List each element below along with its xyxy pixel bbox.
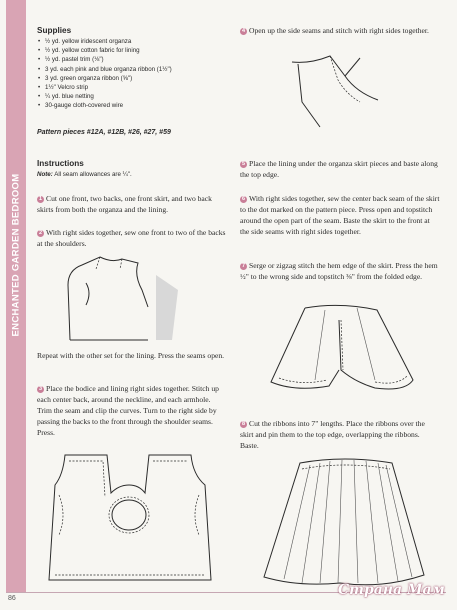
instructions-section [37,158,227,180]
step-text: With right sides together, sew the center back seam of the skirt to the dot marked on the pattern piece. Press open and topstitch around the open part of the seam. Baste the skirt to the front at the side seams with right sides together. [240,194,440,236]
side-seam-diagram [290,52,390,132]
list-item: • 30-gauge cloth-covered wire [37,101,227,110]
step-2 [37,227,227,249]
step-text: Repeat with the other set for the lining. Press the seams open. [37,351,225,360]
step-number: 5 [241,161,246,167]
step-number: 1 [38,196,43,202]
step-7 [240,260,440,282]
step-number: 2 [38,230,43,236]
step-text: Serge or zigzag stitch the hem edge of the skirt. Press the hem ½" to the wrong side and topstitch ⅜" from the folded edge. [240,261,438,281]
list-item: • 3 yd. each pink and blue organza ribbon (1½") [37,65,227,74]
step-text: With right sides together, sew one front to two of the backs at the shoulders. [37,228,226,248]
step-3 [37,383,227,438]
supplies-heading: Supplies [37,26,72,35]
list-item: • 3 yd. green organza ribbon (⅝") [37,74,227,83]
step-text: Cut one front, two backs, one front skirt, and two back skirts from both the organza and the lining. [37,194,212,214]
step-number: 7 [241,263,246,269]
ribbon-skirt-diagram [262,455,427,590]
shoulder-seam-diagram [60,255,180,345]
page-number: 86 [8,595,16,602]
note-label: Note: [37,171,53,178]
step-number: 8 [241,421,246,427]
step-text: Place the lining under the organza skirt pieces and baste along the top edge. [240,159,438,179]
instructions-heading: Instructions [37,159,84,168]
skirt-hem-diagram [265,300,415,395]
bodice-lining-diagram [45,455,215,583]
supplies-section [37,25,227,111]
step-6 [240,193,440,237]
supplies-list [37,37,227,111]
step-2-repeat [37,350,227,361]
step-text: Open up the side seams and stitch with right sides together. [249,26,429,35]
step-number: 6 [241,196,246,202]
sidebar-title: ENCHANTED GARDEN BEDROOM [10,173,22,337]
list-item: • ½ yd. pastel trim (⅛") [37,55,227,64]
list-item: • ¼ yd. blue netting [37,92,227,101]
step-number: 4 [241,28,246,34]
step-text: Cut the ribbons into 7" lengths. Place the ribbons over the skirt and pin them to the top edge, overlapping the ribbons. Baste. [240,419,425,450]
list-item: • ½ yd. yellow cotton fabric for lining [37,46,227,55]
step-text: Place the bodice and lining right sides together. Stitch up each center back, around the neckline, and each armhole. Trim the seam and clip the curves. Turn to the right side by passing the backs to the front through the shoulder seams. Press. [37,384,219,437]
note-text: All seam allowances are ¼". [54,171,132,178]
watermark: Страна Мам [338,582,445,598]
pattern-pieces: Pattern pieces #12A, #12B, #26, #27, #59 [37,129,171,136]
step-8 [240,418,440,451]
list-item: • 1½" Velcro strip [37,83,227,92]
step-5 [240,158,440,180]
list-item: • ½ yd. yellow iridescent organza [37,37,227,46]
step-4 [240,25,440,36]
seam-note [37,169,227,180]
step-1 [37,193,227,215]
step-number: 3 [38,386,43,392]
